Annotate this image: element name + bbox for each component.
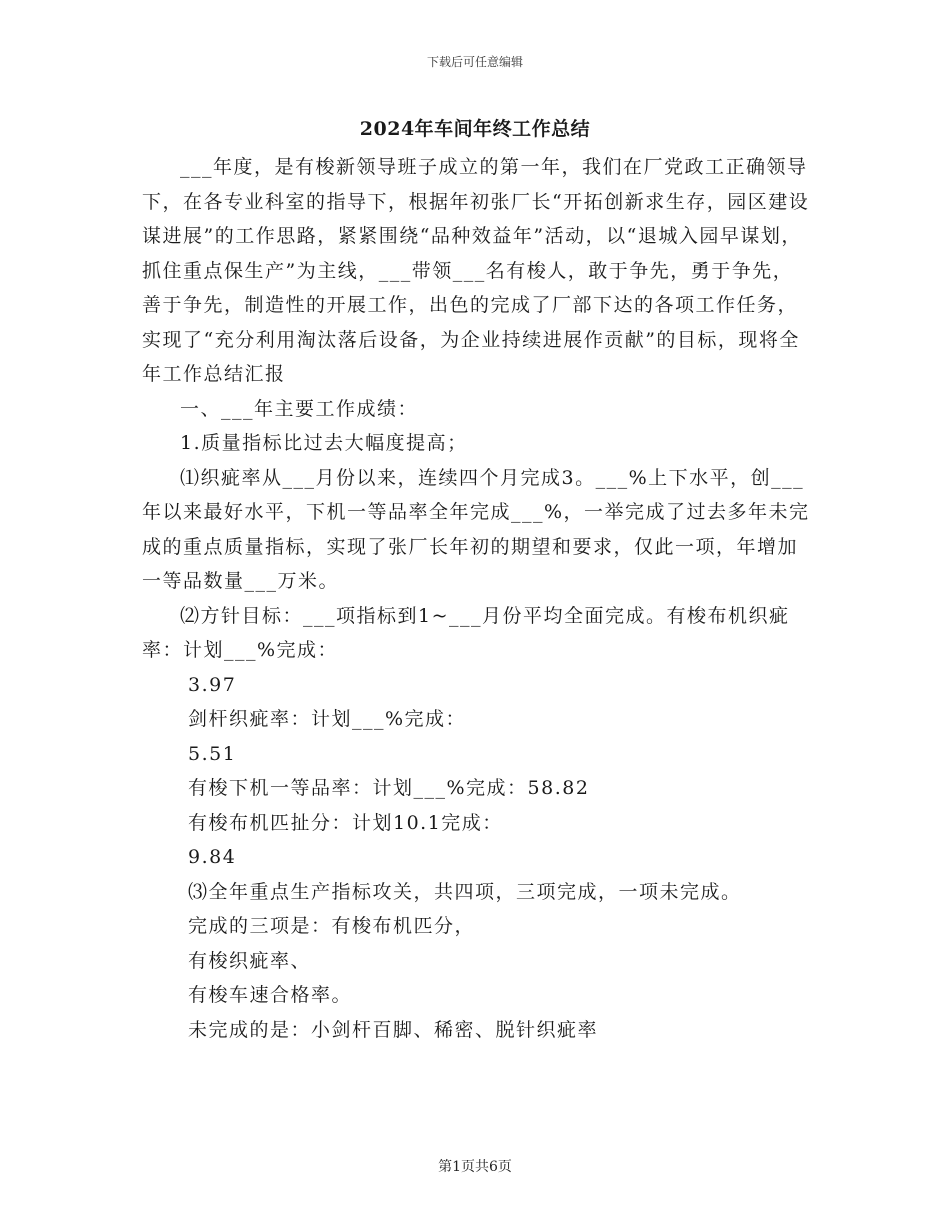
paragraph-item-3: ⑶全年重点生产指标攻关，共四项，三项完成，一项未完成。 xyxy=(188,880,742,903)
paragraph-intro: ___年度，是有梭新领导班子成立的第一年，我们在厂党政工正确领导下，在各专业科室的指导下，根据年初张厂长“开拓创新求生存，园区建设谋进展”的工作思路，紧紧围绕“品种效益年”活动，以“退城入园早谋划，抓住重点保生产”为主线，___带领___名有梭人，敢于争先，勇于争先，善于争先，制造性的开展工作，出色的完成了厂部下达的各项工作任务，实现了“充分利用淘汰落后设备，为企业持续进展作贡献”的目标，现将全年工作总结汇报 xyxy=(142,156,810,385)
section-heading: 一、___年主要工作成绩： xyxy=(180,397,419,420)
page-footer: 第1页共6页 xyxy=(438,1159,512,1175)
metric-line: 有梭下机一等品率：计划___%完成：58.82 xyxy=(188,777,590,799)
document-body xyxy=(142,150,812,1047)
list-line: 有梭车速合格率。 xyxy=(188,984,353,1006)
metric-line: 有梭布机匹扯分：计划10.1完成： xyxy=(188,811,503,834)
subsection-heading: 1.质量指标比过去大幅度提高； xyxy=(180,432,468,454)
list-line: 完成的三项是：有梭布机匹分， xyxy=(188,915,476,937)
value-line: 3.97 xyxy=(188,673,237,696)
paragraph-item-1: ⑴织疵率从___月份以来，连续四个月完成3。___%上下水平，创___年以来最好水平，下机一等品率全年完成___%，一举完成了过去多年未完成的重点质量指标，实现了张厂长年初的期望和要求，仅此一项，年增加一等品数量___万米。 xyxy=(142,466,810,592)
paragraph-item-2: ⑵方针目标：___项指标到1~___月份平均全面完成。有梭布机织疵率：计划___%完成： xyxy=(142,604,790,661)
value-line: 9.84 xyxy=(188,846,237,868)
list-line: 有梭织疵率、 xyxy=(188,949,312,972)
metric-line: 剑杆织疵率：计划___%完成： xyxy=(188,708,467,730)
document-title: 2024年车间年终工作总结 xyxy=(359,118,591,140)
value-line: 5.51 xyxy=(188,742,237,765)
list-line: 未完成的是：小剑杆百脚、稀密、脱针织疵率 xyxy=(188,1018,599,1041)
header-note: 下载后可任意编辑 xyxy=(426,55,523,69)
